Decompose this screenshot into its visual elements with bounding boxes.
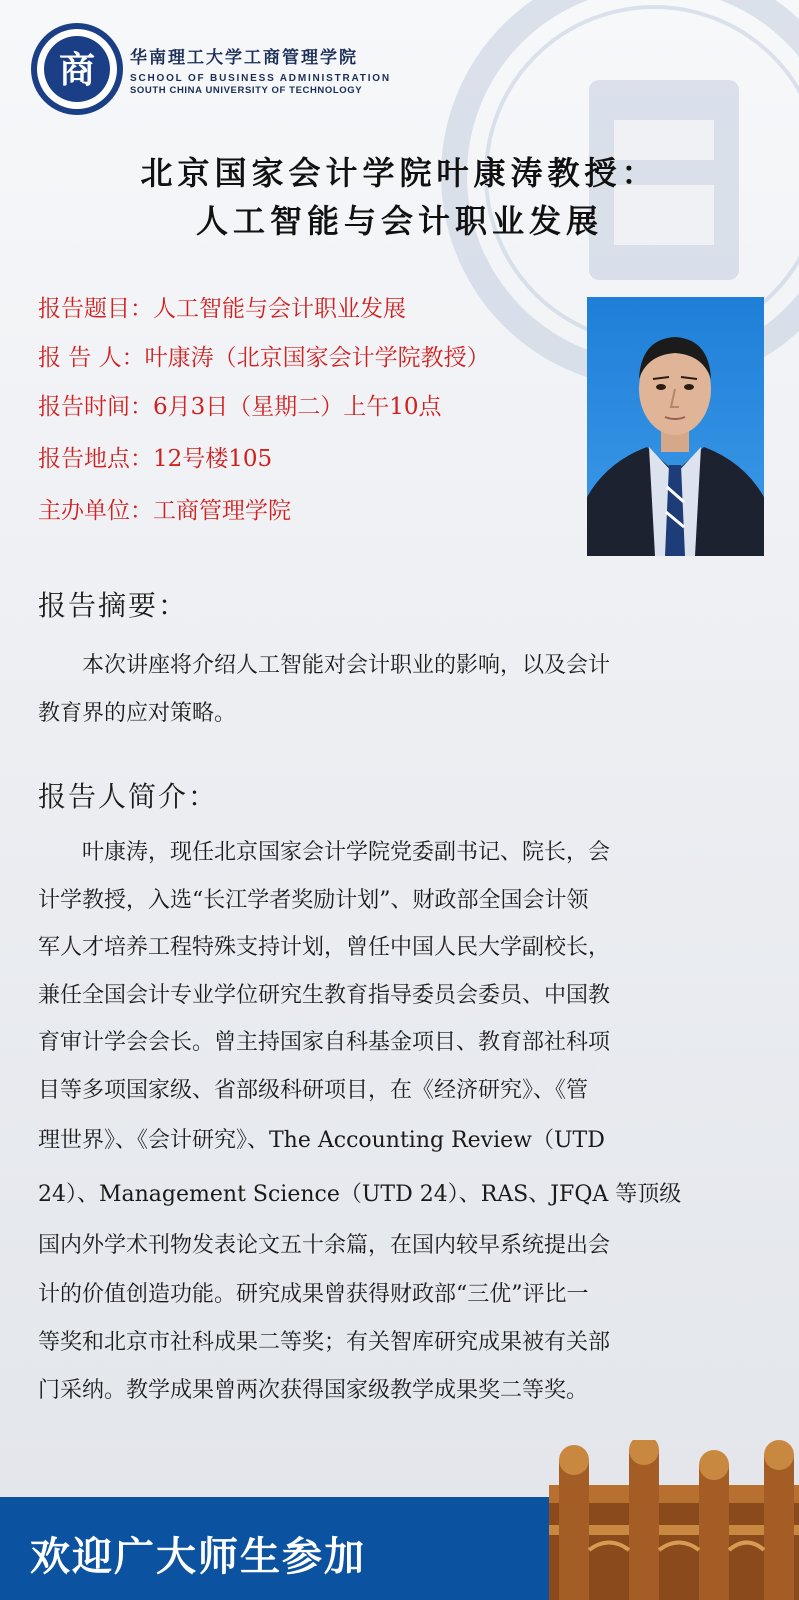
bio-line: 计的价值创造功能。研究成果曾获得财政部“三优”评比一 [38,1282,589,1307]
info-topic: 报告题目：人工智能与会计职业发展 [38,296,406,322]
footer-slogan: 欢迎广大师生参加 [30,1534,366,1580]
bio-line: 门采纳。教学成果曾两次获得国家级教学成果奖二等奖。 [38,1378,589,1403]
abstract-line: 教育界的应对策略。 [38,701,237,726]
bio-line: 理世界》、《会计研究》、The Accounting Review（UTD [38,1128,605,1153]
info-speaker: 报 告 人：叶康涛（北京国家会计学院教授） [38,345,490,371]
bio-line: 军人才培养工程特殊支持计划，曾任中国人民大学副校长， [38,935,611,960]
school-name-en: SCHOOL OF BUSINESS ADMINISTRATION [130,72,391,84]
bio-line: 国内外学术刊物发表论文五十余篇，在国内较早系统提出会 [38,1233,611,1258]
speaker-photo [587,297,764,556]
bio-line: 24）、Management Science（UTD 24）、RAS、JFQA 等顶级 [38,1182,682,1207]
bio-line: 等奖和北京市社科成果二等奖；有关智库研究成果被有关部 [38,1330,611,1355]
info-location: 报告地点：12号楼105 [38,446,273,472]
info-time: 报告时间：6月3日（星期二）上午10点 [38,394,442,420]
abstract-heading: 报告摘要： [38,589,189,622]
bio-line: 叶康涛，现任北京国家会计学院党委副书记、院长，会 [38,840,611,865]
abstract-line: 本次讲座将介绍人工智能对会计职业的影响，以及会计 [38,653,611,678]
title-line-2: 人工智能与会计职业发展 [195,202,603,240]
university-name-en: SOUTH CHINA UNIVERSITY OF TECHNOLOGY [130,84,363,96]
university-logo-icon [30,22,124,116]
info-organizer: 主办单位：工商管理学院 [38,498,291,524]
bio-line: 兼任全国会计专业学位研究生教育指导委员会委员、中国教 [38,983,611,1008]
bio-line: 育审计学会会长。曾主持国家自科基金项目、教育部社科项 [38,1030,611,1055]
bio-line: 计学教授，入选“长江学者奖励计划”、财政部全国会计领 [38,888,589,913]
logo-glyph: 商 [58,49,96,91]
architecture-decoration [399,1440,799,1600]
bio-line: 目等多项国家级、省部级科研项目，在《经济研究》、《管 [38,1078,589,1103]
title-line-1: 北京国家会计学院叶康涛教授： [140,154,659,192]
header [30,22,391,116]
university-name-cn: 华南理工大学工商管理学院 [130,47,358,68]
bio-heading: 报告人简介： [38,780,219,813]
